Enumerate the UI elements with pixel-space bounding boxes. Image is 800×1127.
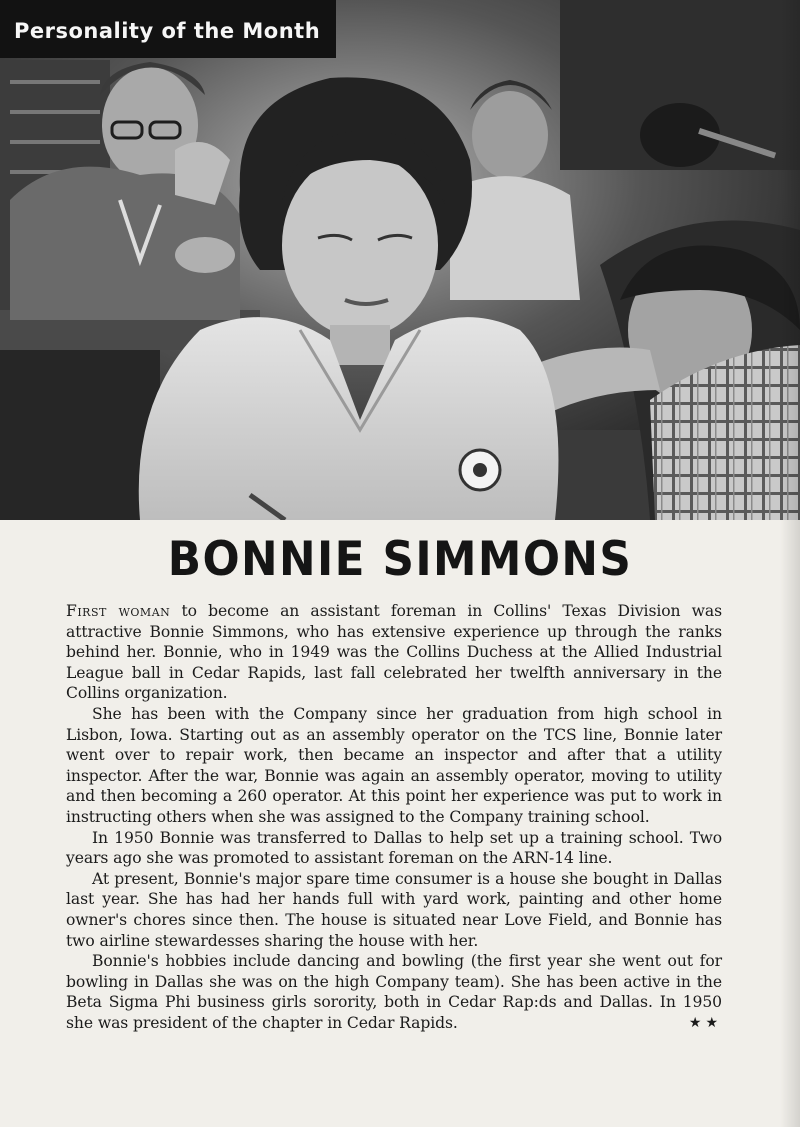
article-paragraph-3: In 1950 Bonnie was transferred to Dallas to help set up a training school. Two years ago she was promoted to assistant foreman on the ARN-14 line.	[66, 828, 722, 868]
article-paragraph-2: She has been with the Company since her graduation from high school in Lisbon, Iowa. Starting out as an assembly operator on the TCS line, Bonnie later went over to repair work, then became an inspector and after that a utility inspector. After the war, Bonnie was again an assembly operator, moving to utility and then becoming a 260 operator. At this point her experience was put to work in instructing others when she was assigned to the Company training school.	[66, 704, 722, 826]
section-label: Personality of the Month	[0, 0, 336, 58]
article-paragraph-5	[66, 951, 722, 1033]
workshop-photo-illustration	[0, 0, 800, 520]
article-headline: BONNIE SIMMONS	[167, 532, 633, 587]
lead-in-text: First woman	[66, 602, 171, 620]
feature-photo	[0, 0, 800, 520]
paragraph-1-text: to become an assistant foreman in Collins' Texas Division was attractive Bonnie Simmons, who has extensive experience up through the ranks behind her. Bonnie, who in 1949 was the Collins Duchess at the Allied Industrial League ball in Cedar Rapids, last fall celebrated her twelfth anniversary in the Collins organization.	[66, 602, 723, 703]
article-paragraph-4: At present, Bonnie's major spare time consumer is a house she bought in Dallas last year. She has had her hands full with yard work, painting and other home owner's chores since then. The house is situated near Love Field, and Bonnie has two airline stewardesses sharing the house with her.	[66, 869, 722, 950]
end-mark-stars: ★★	[688, 1014, 722, 1031]
page-edge-shadow	[780, 0, 800, 1127]
article-body	[66, 601, 722, 1033]
article-paragraph-1	[66, 601, 722, 704]
paragraph-5-text: Bonnie's hobbies include dancing and bowling (the first year she went out for bowling in Dallas she was on the high Company team). She has been active in the Beta Sigma Phi business girls sorority, both in Cedar Rap:ds and Dallas. In 1950 she was president of the chapter in Cedar Rapids.	[66, 952, 722, 1032]
